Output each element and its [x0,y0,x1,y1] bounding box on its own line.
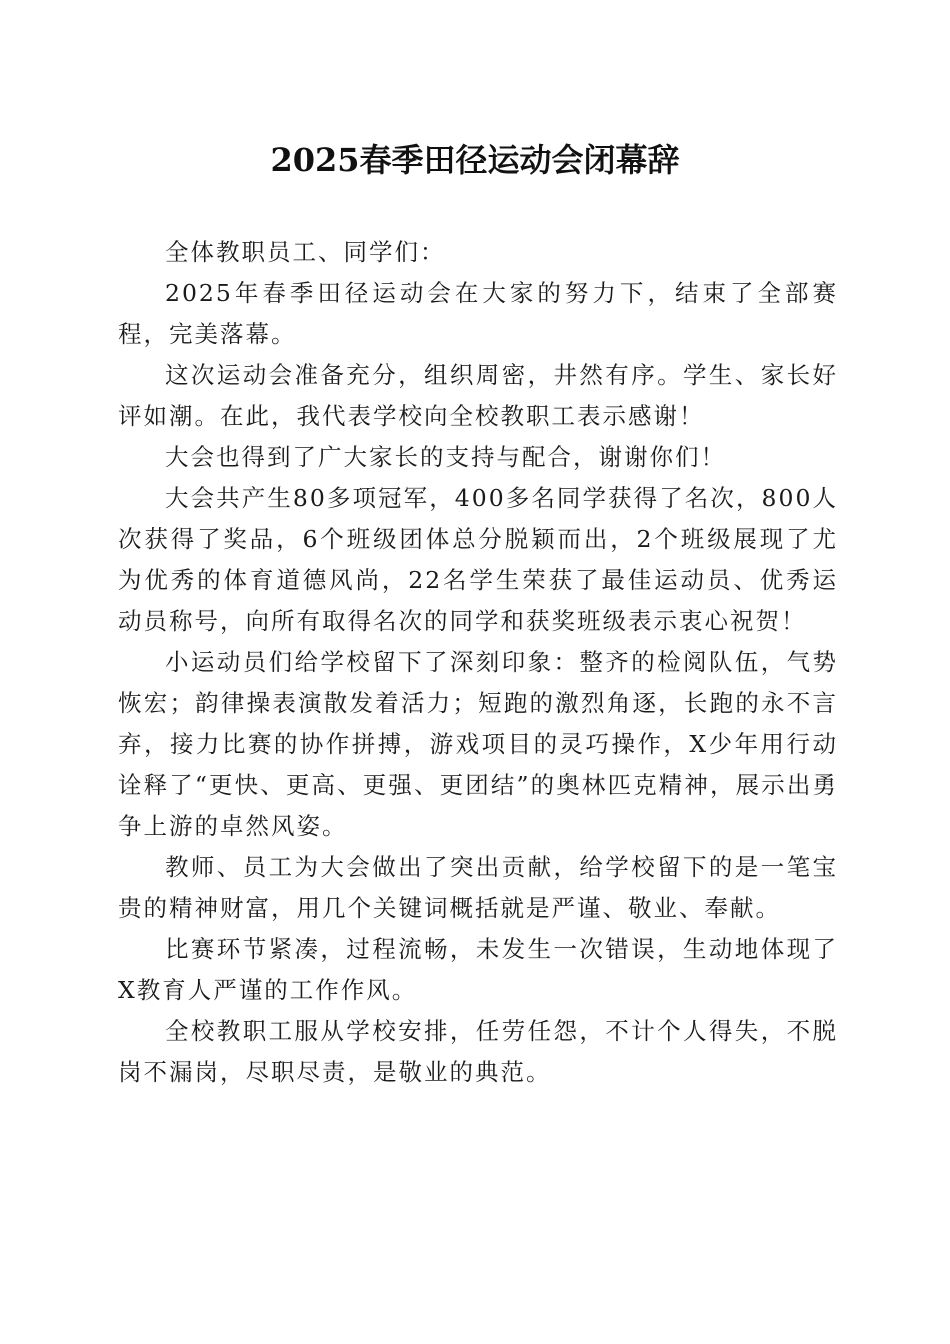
paragraph-thanks-staff: 这次运动会准备充分，组织周密，井然有序。学生、家长好评如潮。在此，我代表学校向全校教职工表示感谢！ [118,361,838,430]
paragraph-athletes: 小运动员们给学校留下了深刻印象：整齐的检阅队伍，气势恢宏；韵律操表演散发着活力；短跑的激烈角逐，长跑的永不言弃，接力比赛的协作拼搏，游戏项目的灵巧操作，X少年用行动诠释了“更快、更高、更强、更团结”的奥林匹克精神，展示出勇争上游的卓然风姿。 [118,648,838,840]
paragraph-teachers: 教师、员工为大会做出了突出贡献，给学校留下的是一笔宝贵的精神财富，用几个关键词概括就是严谨、敬业、奉献。 [118,853,838,922]
paragraph-thanks-parents: 大会也得到了广大家长的支持与配合，谢谢你们！ [165,443,726,471]
paragraph-dedication: 全校教职工服从学校安排，任劳任怨，不计个人得失，不脱岗不漏岗，尽职尽责，是敬业的典范。 [118,1017,838,1086]
paragraph-results: 大会共产生80多项冠军，400多名同学获得了名次，800人次获得了奖品，6个班级团体总分脱颖而出，2个班级展现了尤为优秀的体育道德风尚，22名学生荣获了最佳运动员、优秀运动员称号，向所有取得名次的同学和获奖班级表示衷心祝贺！ [118,484,838,635]
paragraph-salutation: 全体教职员工、同学们： [165,238,446,266]
document-body [118,232,838,1093]
paragraph-conclusion: 2025年春季田径运动会在大家的努力下，结束了全部赛程，完美落幕。 [118,279,838,348]
document-title: 2025春季田径运动会闭幕辞 [270,141,680,179]
paragraph-competition: 比赛环节紧凑，过程流畅，未发生一次错误，生动地体现了X教育人严谨的工作作风。 [118,935,838,1004]
